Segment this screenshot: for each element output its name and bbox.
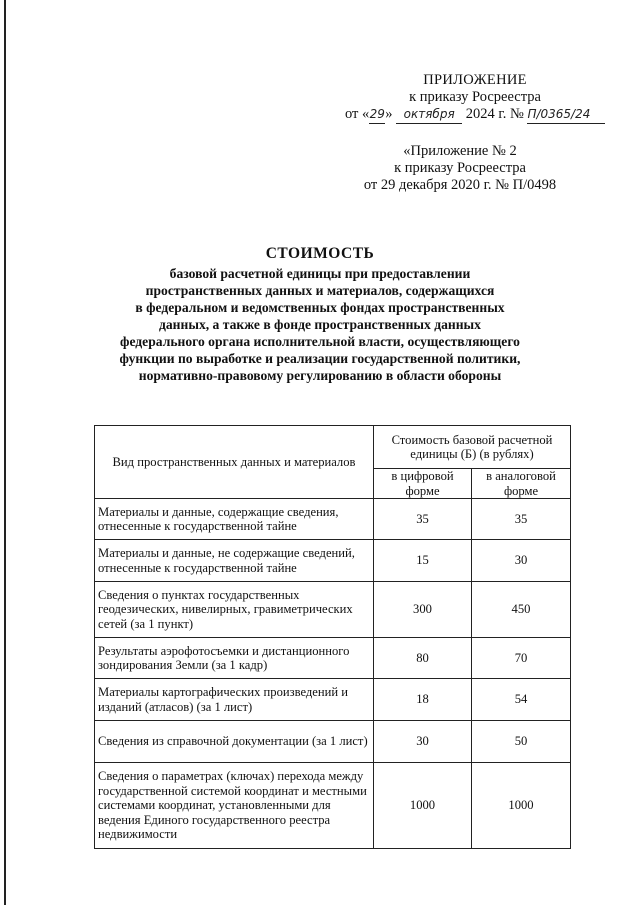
table-row xyxy=(95,582,571,638)
row-analog: 35 xyxy=(472,499,571,540)
title-line: пространственных данных и материалов, содержащихся xyxy=(145,283,495,298)
row-name: Сведения о параметрах (ключах) перехода между государственной системой координат и местными системами координат, установленными для ведения Единого государственного реестра недвижимости xyxy=(95,763,374,849)
row-digital: 18 xyxy=(374,679,472,721)
appendix2-line3: от 29 декабря 2020 г. № П/0498 xyxy=(363,177,557,193)
handwritten-order-number: П/0365/24 xyxy=(527,106,605,124)
handwritten-day: 29 xyxy=(369,106,385,124)
row-name: Материалы картографических произведений и изданий (атласов) (за 1 лист) xyxy=(95,679,374,721)
appendix2-line2: к приказу Росреестра xyxy=(394,160,526,176)
appendix-order-date xyxy=(345,106,605,124)
table-row xyxy=(95,721,571,763)
row-analog: 30 xyxy=(472,540,571,582)
row-analog: 70 xyxy=(472,638,571,679)
title-heading: СТОИМОСТЬ xyxy=(265,245,375,262)
row-analog: 54 xyxy=(472,679,571,721)
row-digital: 1000 xyxy=(374,763,472,849)
header-unit-cost: Стоимость базовой расчетной единицы (Б) (в рублях) xyxy=(374,426,571,469)
header-data-type: Вид пространственных данных и материалов xyxy=(95,426,374,499)
date-year: 2024 г. № xyxy=(465,106,524,122)
appendix-order-ref: к приказу Росреестра xyxy=(409,89,541,105)
date-prefix: от « xyxy=(345,106,370,122)
document-title xyxy=(60,245,580,384)
row-name: Материалы и данные, не содержащие сведений, отнесенные к государственной тайне xyxy=(95,540,374,582)
row-name: Материалы и данные, содержащие сведения, отнесенные к государственной тайне xyxy=(95,499,374,540)
row-name: Сведения из справочной документации (за 1 лист) xyxy=(95,721,374,763)
table-row xyxy=(95,499,571,540)
row-analog: 50 xyxy=(472,721,571,763)
header-analog: в аналоговой форме xyxy=(472,469,571,499)
handwritten-month: октября xyxy=(396,106,462,124)
cost-table xyxy=(94,425,571,849)
date-mid: » xyxy=(385,106,393,122)
title-line: федерального органа исполнительной власти, осуществляющего xyxy=(120,334,520,349)
appendix-title: ПРИЛОЖЕНИЕ xyxy=(423,72,527,88)
appendix-header xyxy=(345,72,605,124)
title-line: функции по выработке и реализации государственной политики, xyxy=(119,351,521,366)
row-name: Сведения о пунктах государственных геодезических, нивелирных, гравиметрических сетей (за 1 пункт) xyxy=(95,582,374,638)
title-line: нормативно-правовому регулированию в области обороны xyxy=(138,368,502,383)
appendix2-header xyxy=(350,143,570,194)
table-row xyxy=(95,638,571,679)
row-digital: 15 xyxy=(374,540,472,582)
row-name: Результаты аэрофотосъемки и дистанционного зондирования Земли (за 1 кадр) xyxy=(95,638,374,679)
table-row xyxy=(95,679,571,721)
page-border-line xyxy=(4,0,6,905)
table-row xyxy=(95,540,571,582)
row-digital: 80 xyxy=(374,638,472,679)
row-digital: 35 xyxy=(374,499,472,540)
row-digital: 30 xyxy=(374,721,472,763)
row-digital: 300 xyxy=(374,582,472,638)
header-digital: в цифровой форме xyxy=(374,469,472,499)
table-row xyxy=(95,763,571,849)
title-line: в федеральном и ведомственных фондах пространственных xyxy=(135,300,505,315)
appendix2-line1: «Приложение № 2 xyxy=(403,143,517,159)
row-analog: 450 xyxy=(472,582,571,638)
title-line: данных, а также в фонде пространственных данных xyxy=(159,317,481,332)
title-line: базовой расчетной единицы при предоставлении xyxy=(169,266,471,281)
row-analog: 1000 xyxy=(472,763,571,849)
